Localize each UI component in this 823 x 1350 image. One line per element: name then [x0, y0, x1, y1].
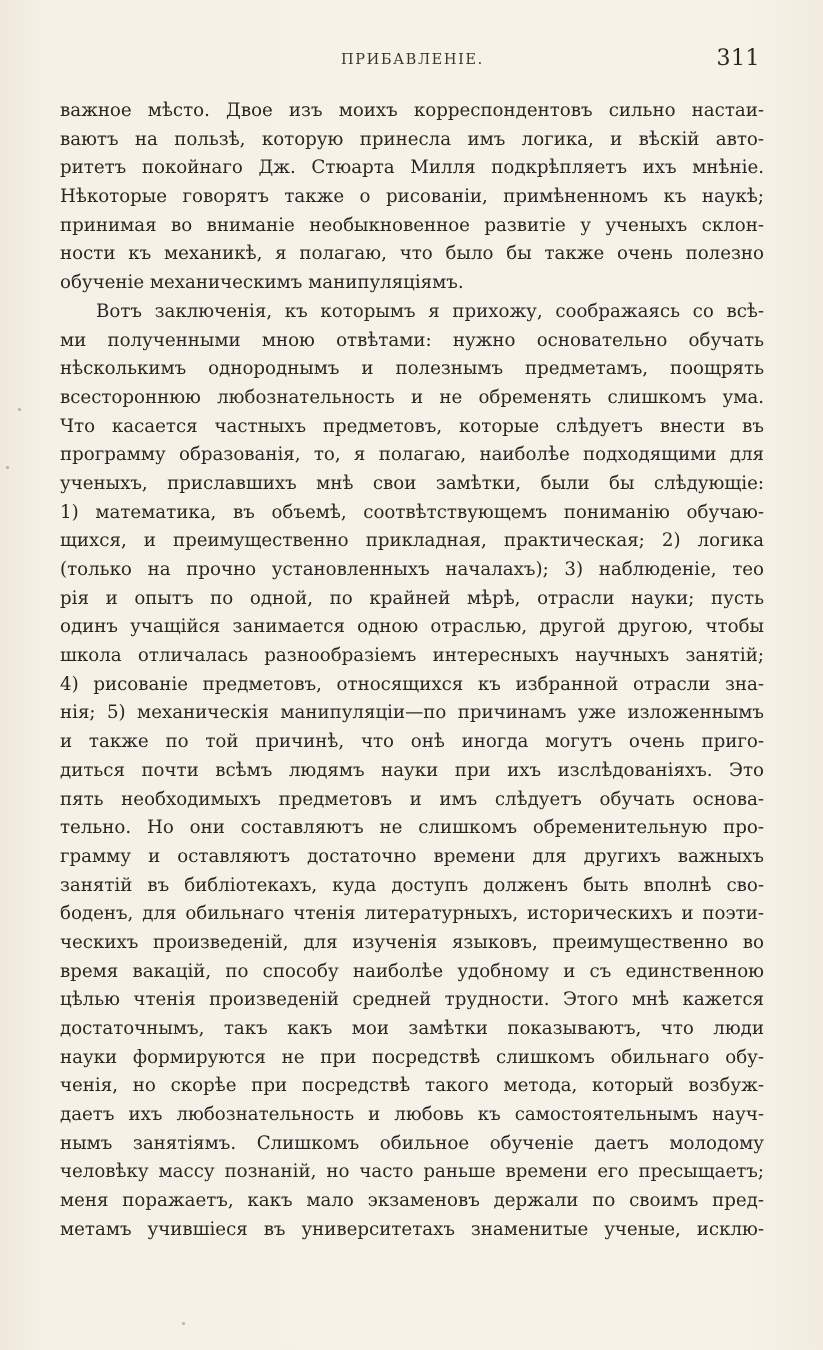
- paper-speck: [182, 1322, 185, 1325]
- body-text: [60, 97, 764, 1245]
- text-line: важное мѣсто. Двое изъ моихъ корреспондентовъ сильно настаи-: [60, 100, 764, 121]
- text-line: боденъ, для обильнаго чтенія литературныхъ, историческихъ и поэти-: [60, 903, 764, 925]
- text-line: принимая во вниманіе необыкновенное развитіе у ученыхъ склон-: [60, 214, 764, 236]
- text-line: достаточнымъ, такъ какъ мои замѣтки показываютъ, что люди: [60, 1018, 764, 1039]
- text-line: и также по той причинѣ, что онѣ иногда могутъ очень приго-: [60, 731, 764, 753]
- text-line: грамму и оставляютъ достаточно времени для другихъ важныхъ: [60, 845, 764, 867]
- text-line: всестороннюю любознательность и не обременять слишкомъ ума.: [60, 386, 764, 408]
- text-line: Что касается частныхъ предметовъ, которые слѣдуетъ внести въ: [60, 415, 764, 437]
- text-line: занятій въ библіотекахъ, куда доступъ долженъ быть вполнѣ сво-: [60, 874, 764, 896]
- text-line: обученіе механическимъ манипуляціямъ.: [60, 272, 464, 294]
- text-line: человѣку массу познаній, но часто раньше времени его пресыщаетъ;: [60, 1161, 764, 1183]
- text-line: цѣлью чтенія произведеній средней трудности. Этого мнѣ кажется: [60, 989, 764, 1011]
- text-line: щихся, и преимущественно прикладная, практическая; 2) логика: [60, 530, 764, 552]
- text-line: 1) математика, въ объемѣ, соотвѣтствующемъ пониманію обучаю-: [60, 501, 764, 523]
- text-line: ченія, но скорѣе при посредствѣ такого метода, который возбуж-: [60, 1075, 764, 1097]
- text-line: 4) рисованіе предметовъ, относящихся къ избранной отрасли зна-: [60, 673, 764, 695]
- text-line: школа отличалась разнообразіемъ интересныхъ научныхъ занятій;: [60, 645, 764, 667]
- text-line: ческихъ произведеній, для изученія языковъ, преимущественно во: [60, 931, 764, 953]
- text-line: меня поражаетъ, какъ мало экзаменовъ держали по своимъ пред-: [60, 1190, 764, 1212]
- text-line: нія; 5) механическія манипуляціи—по причинамъ уже изложеннымъ: [60, 702, 764, 724]
- text-line: нымъ занятіямъ. Слишкомъ обильное обученіе даетъ молодому: [60, 1132, 764, 1154]
- text-line: ваютъ на пользѣ, которую принесла имъ логика, и вѣскій авто-: [60, 128, 764, 150]
- text-line: Нѣкоторые говорятъ также о рисованіи, примѣненномъ къ наукѣ;: [60, 186, 764, 208]
- running-head: ПРИБАВЛЕНІЕ.: [341, 52, 484, 68]
- text-line: даетъ ихъ любознательность и любовь къ самостоятельнымъ науч-: [60, 1104, 764, 1126]
- text-line: пять необходимыхъ предметовъ и имъ слѣдуетъ обучать основа-: [60, 788, 764, 810]
- text-line: ми полученными мною отвѣтами: нужно основательно обучать: [60, 329, 764, 351]
- text-line: тельно. Но они составляютъ не слишкомъ обременительную про-: [60, 817, 764, 839]
- text-line: ритетъ покойнаго Дж. Стюарта Милля подкрѣпляетъ ихъ мнѣніе.: [60, 157, 764, 179]
- text-line: одинъ учащійся занимается одною отраслью, другой другою, чтобы: [60, 616, 764, 638]
- text-line: нѣсколькимъ однороднымъ и полезнымъ предметамъ, поощрять: [60, 358, 764, 380]
- text-line: метамъ учившіеся въ университетахъ знаменитые ученые, исклю-: [60, 1218, 764, 1240]
- paper-speck: [6, 466, 9, 469]
- text-line: ученыхъ, приславшихъ мнѣ свои замѣтки, были бы слѣдующіе:: [60, 472, 764, 494]
- paper-speck: [18, 408, 21, 411]
- text-line: рія и опытъ по одной, по крайней мѣрѣ, отрасли науки; пусть: [60, 587, 764, 609]
- text-line: программу образованія, то, я полагаю, наиболѣе подходящими для: [60, 444, 764, 466]
- page-number: 311: [716, 46, 760, 71]
- page-header: [60, 46, 760, 78]
- paragraph-start-line: Вотъ заключенія, къ которымъ я прихожу, соображаясь со всѣ-: [96, 300, 764, 322]
- text-line: науки формируются не при посредствѣ слишкомъ обильнаго обу-: [60, 1046, 764, 1068]
- text-line: диться почти всѣмъ людямъ науки при ихъ изслѣдованіяхъ. Это: [60, 759, 764, 781]
- text-line: (только на прочно установленныхъ началахъ); 3) наблюденіе, тео: [60, 559, 764, 580]
- text-line: ности къ механикѣ, я полагаю, что было бы также очень полезно: [60, 243, 764, 265]
- text-line: время вакацій, по способу наиболѣе удобному и съ единственною: [60, 960, 764, 982]
